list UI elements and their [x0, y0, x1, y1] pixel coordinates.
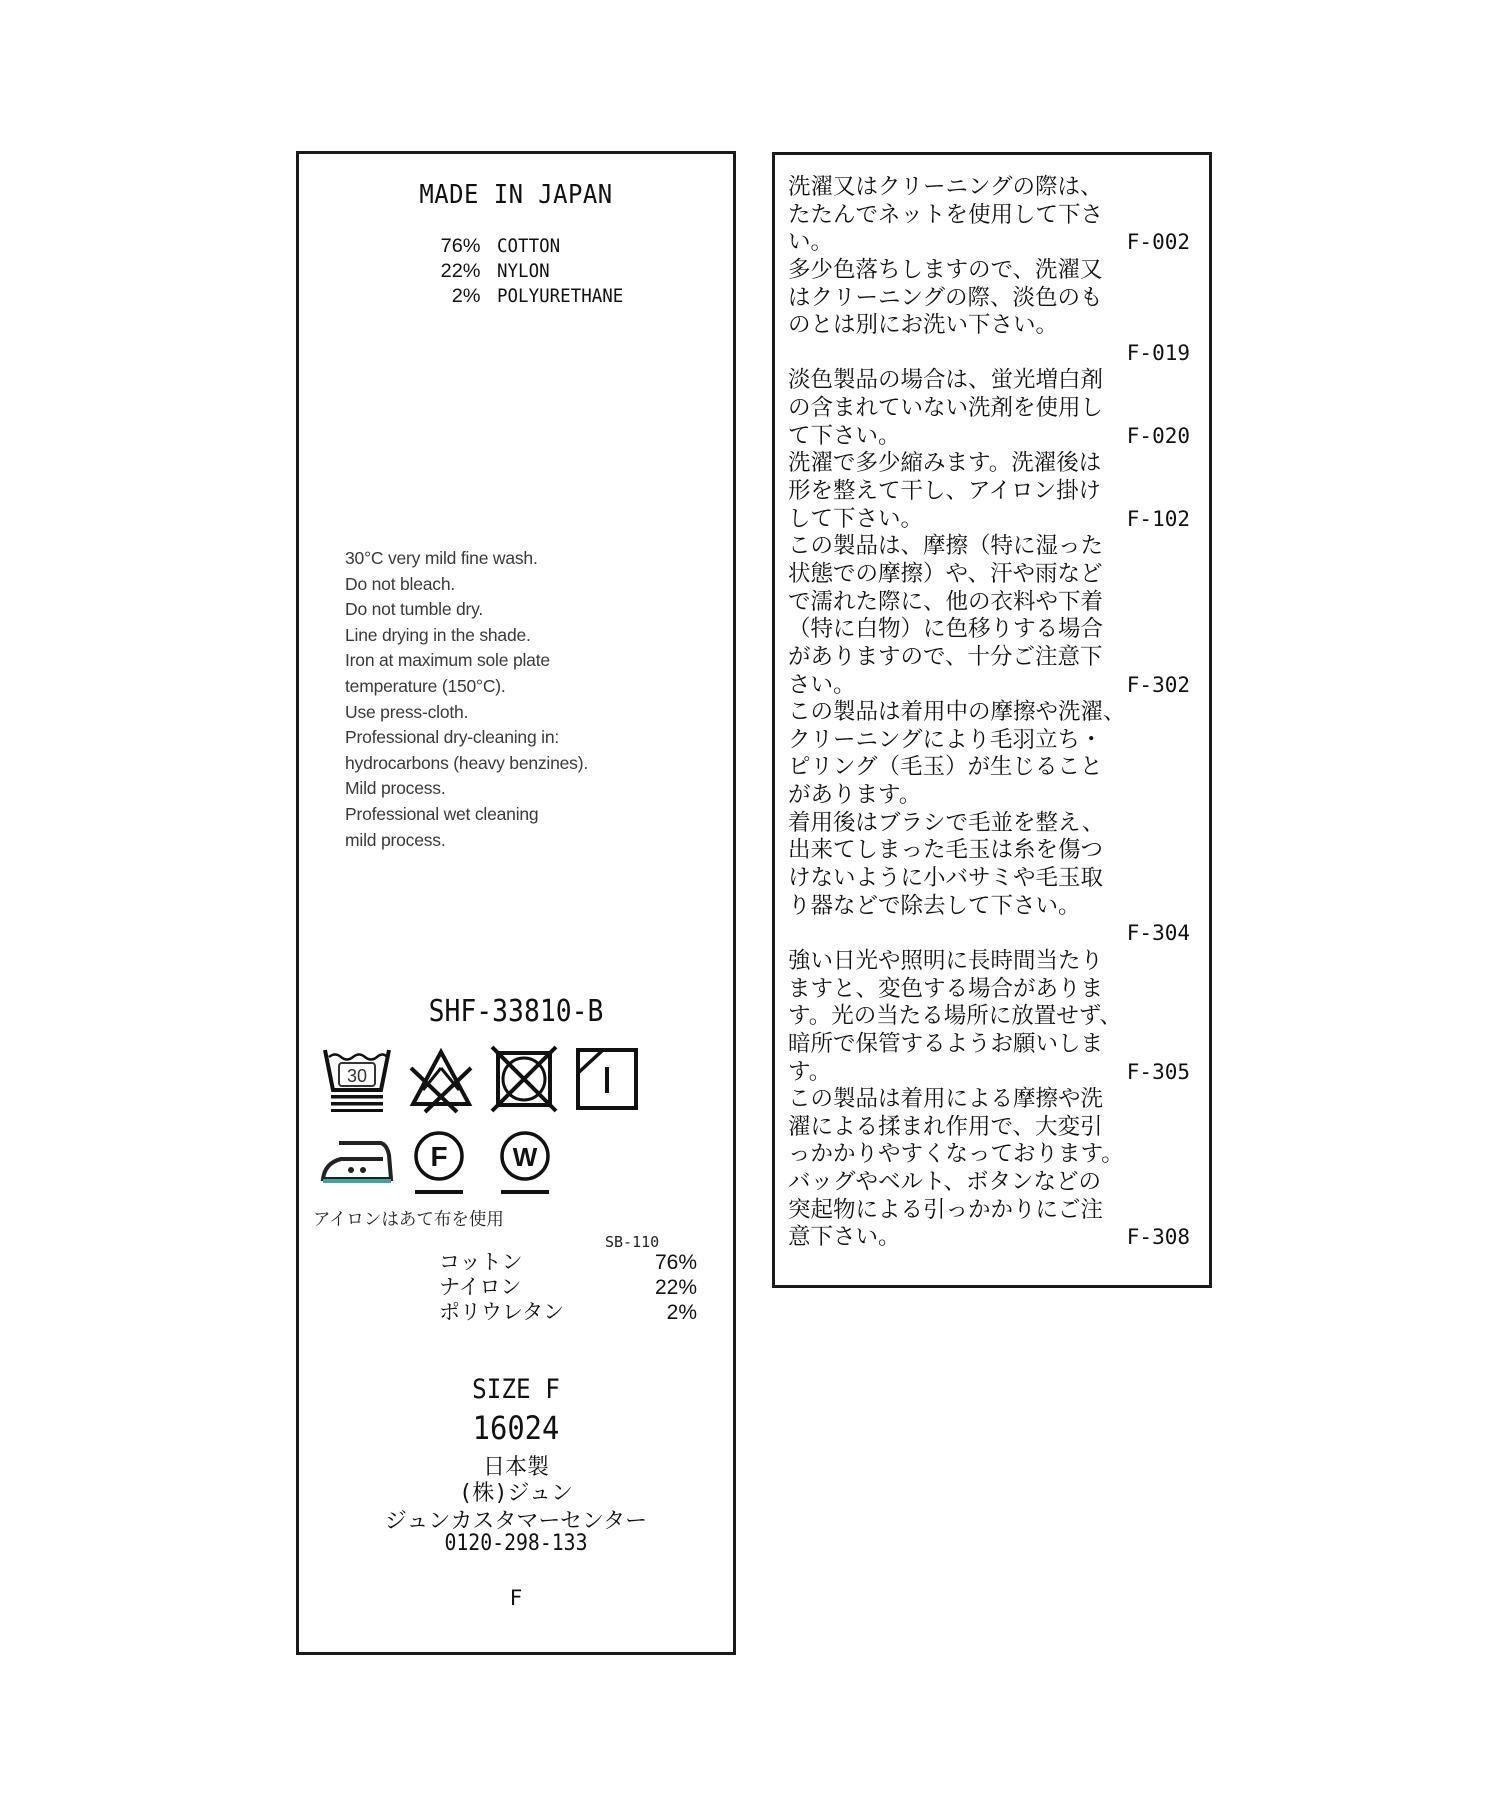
note-line — [788, 1086, 1190, 1114]
svg-text:F: F — [430, 1141, 448, 1172]
note-line — [788, 285, 1190, 313]
note-line — [788, 727, 1190, 755]
svg-text:W: W — [512, 1142, 538, 1172]
composition-fiber: COTTON — [497, 235, 561, 257]
composition-pct: 22% — [440, 261, 481, 282]
style-code: SHF-33810-B — [428, 994, 604, 1029]
care-line: Do not bleach. — [345, 573, 456, 594]
composition-jp — [439, 1250, 697, 1325]
note-text: さい。 — [788, 671, 856, 698]
note-line — [788, 257, 1190, 285]
note-text: はクリーニングの際、淡色のも — [788, 284, 1103, 311]
care-line: Iron at maximum sole plate — [345, 650, 550, 671]
note-text: 強い日光や照明に長時間当たり — [788, 947, 1104, 974]
sb-code: SB-110 — [605, 1233, 660, 1251]
note-code: F-305 — [1126, 1059, 1190, 1084]
care-notes-jp — [788, 174, 1190, 1252]
composition-en — [417, 234, 634, 309]
note-line — [788, 174, 1190, 202]
wash-30-very-mild-icon — [321, 1046, 393, 1112]
care-line: Do not tumble dry. — [345, 599, 484, 620]
note-code: F-302 — [1126, 672, 1190, 697]
note-line — [788, 561, 1190, 589]
note-line — [788, 616, 1190, 644]
note-text: がありますので、十分ご注意下 — [788, 643, 1103, 670]
composition-row — [417, 259, 634, 284]
customer-center: ジュンカスタマーセンター — [384, 1509, 648, 1534]
note-text: のとは別にお洗い下さい。 — [788, 312, 1059, 339]
iron-medium-press-cloth-icon — [319, 1139, 393, 1185]
care-line: temperature (150°C). — [345, 675, 506, 696]
note-text: 出来てしまった毛玉は糸を傷つ — [788, 837, 1104, 864]
care-line: Use press-cloth. — [345, 701, 469, 722]
note-text: バッグやベルト、ボタンなどの — [788, 1169, 1101, 1196]
right-care-label — [772, 152, 1212, 1288]
note-text: 多少色落ちしますので、洗濯又 — [788, 256, 1103, 283]
note-text: り器などで除去して下さい。 — [788, 892, 1081, 919]
note-line — [788, 478, 1190, 506]
care-line: hydrocarbons (heavy benzines). — [345, 752, 589, 773]
note-text: っかかりやすくなっております。 — [788, 1141, 1124, 1168]
no-bleach-icon — [407, 1046, 475, 1114]
note-line — [788, 672, 1190, 700]
care-line: Line drying in the shade. — [345, 624, 531, 645]
note-line — [788, 782, 1190, 810]
note-line — [788, 1141, 1190, 1169]
note-line — [788, 506, 1190, 534]
note-text: この製品は着用による摩擦や洗 — [788, 1086, 1104, 1113]
note-text: す。光の当たる場所に放置せず、 — [788, 1003, 1122, 1030]
note-text: 意下さい。 — [788, 1224, 901, 1251]
note-line — [788, 1169, 1190, 1197]
care-line: Mild process. — [345, 778, 446, 799]
note-line — [788, 865, 1190, 893]
note-line — [788, 644, 1190, 672]
line-dry-shade-icon — [575, 1047, 639, 1111]
press-cloth-note: アイロンはあて布を使用 — [313, 1209, 504, 1229]
composition-pct: 76% — [440, 236, 481, 257]
left-care-label — [296, 151, 736, 1655]
note-code: F-304 — [1126, 921, 1190, 946]
note-line — [788, 367, 1190, 395]
composition-jp-fiber: コットン — [439, 1250, 523, 1274]
note-text: して下さい。 — [788, 505, 924, 532]
note-line — [788, 1114, 1190, 1142]
note-code: F-020 — [1126, 423, 1190, 448]
wet-clean-w-mild-icon — [497, 1129, 553, 1199]
note-line — [788, 948, 1190, 976]
care-line: mild process. — [345, 829, 446, 850]
note-text: 着用後はブラシで毛並を整え、 — [788, 809, 1105, 836]
note-code: F-019 — [1126, 340, 1190, 365]
size-code: F — [509, 1586, 523, 1610]
note-line — [788, 976, 1190, 1004]
note-text: があります。 — [788, 782, 922, 809]
note-text: 洗濯又はクリーニングの際は、 — [788, 174, 1103, 200]
phone-number: 0120-298-133 — [444, 1531, 588, 1556]
note-text: 突起物による引っかかりにご注 — [788, 1196, 1104, 1223]
note-text: の含まれていない洗剤を使用し — [788, 395, 1104, 422]
composition-jp-row — [439, 1250, 697, 1275]
lot-number: 16024 — [472, 1409, 560, 1447]
composition-row — [417, 234, 634, 259]
no-tumble-dry-icon — [489, 1044, 559, 1114]
composition-pct: 2% — [451, 286, 481, 307]
note-line — [788, 450, 1190, 478]
care-line: Professional dry-cleaning in: — [345, 727, 560, 748]
note-text: ピリング（毛玉）が生じること — [788, 754, 1103, 781]
composition-fiber: POLYURETHANE — [497, 285, 624, 307]
note-line — [788, 533, 1190, 561]
note-text: 形を整えて干し、アイロン掛け — [788, 478, 1101, 505]
company-name: (株)ジュン — [458, 1481, 574, 1506]
care-instructions-en — [345, 546, 588, 853]
care-line: 30°C very mild fine wash. — [345, 548, 538, 568]
note-line — [788, 395, 1190, 423]
note-line — [788, 699, 1190, 727]
note-text: ますと、変色する場合がありま — [788, 975, 1104, 1002]
composition-jp-pct: 76% — [654, 1251, 697, 1274]
note-line — [788, 837, 1190, 865]
note-line — [788, 1059, 1190, 1087]
note-line — [788, 1031, 1190, 1059]
made-in-japan-jp: 日本製 — [482, 1455, 549, 1480]
note-line — [788, 202, 1190, 230]
note-line — [788, 229, 1190, 257]
note-text: て下さい。 — [788, 422, 901, 449]
note-text: この製品は、摩擦（特に湿った — [788, 533, 1104, 560]
note-text: たたんでネットを使用して下さ — [788, 201, 1104, 228]
composition-jp-row — [439, 1300, 697, 1325]
note-text: 淡色製品の場合は、蛍光増白剤 — [788, 367, 1104, 394]
note-text: 状態での摩擦）や、汗や雨など — [788, 560, 1103, 587]
note-text: す。 — [788, 1058, 832, 1085]
note-line — [788, 893, 1190, 921]
origin-text: MADE IN JAPAN — [419, 180, 613, 210]
note-line — [788, 423, 1190, 451]
note-code: F-102 — [1126, 506, 1190, 531]
note-text: この製品は着用中の摩擦や洗濯、 — [788, 699, 1126, 726]
note-text: で濡れた際に、他の衣料や下着 — [788, 588, 1104, 615]
note-line — [788, 810, 1190, 838]
composition-jp-pct: 2% — [666, 1301, 697, 1324]
note-code: F-002 — [1126, 230, 1190, 255]
note-code: F-308 — [1126, 1225, 1190, 1250]
note-line — [788, 589, 1190, 617]
note-line — [788, 1224, 1190, 1252]
note-text: けないように小バサミや毛玉取 — [788, 865, 1104, 892]
composition-jp-pct: 22% — [654, 1276, 697, 1299]
composition-jp-fiber: ポリウレタン — [439, 1300, 565, 1324]
note-text: （特に白物）に色移りする場合 — [788, 616, 1104, 643]
note-text: 濯による揉まれ作用で、大変引 — [788, 1113, 1103, 1140]
composition-jp-row — [439, 1275, 697, 1300]
care-line: Professional wet cleaning — [345, 803, 539, 824]
composition-fiber: NYLON — [497, 260, 550, 282]
note-text: 洗濯で多少縮みます。洗濯後は — [788, 450, 1102, 477]
note-text: い。 — [788, 229, 834, 256]
svg-text:30: 30 — [346, 1066, 368, 1086]
composition-row — [417, 284, 634, 309]
note-text: クリーニングにより毛羽立ち・ — [788, 726, 1103, 753]
note-line — [788, 754, 1190, 782]
note-text: 暗所で保管するようお願いしま — [788, 1030, 1104, 1057]
note-line — [788, 312, 1190, 340]
composition-jp-fiber: ナイロン — [439, 1275, 522, 1299]
note-line — [788, 1197, 1190, 1225]
dry-clean-f-mild-icon — [411, 1129, 467, 1199]
note-line — [788, 1003, 1190, 1031]
size-text: SIZE F — [472, 1374, 560, 1405]
